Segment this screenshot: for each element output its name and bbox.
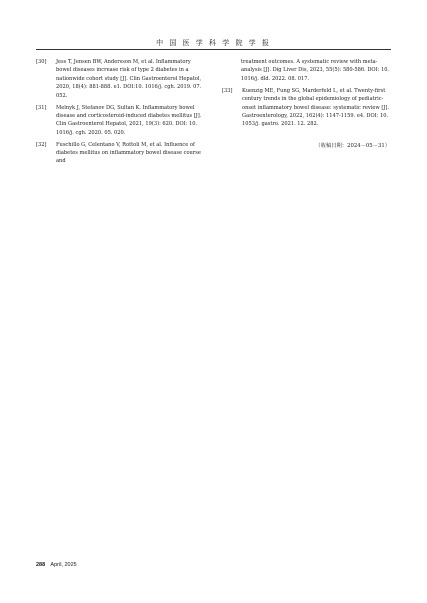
issue-date: April, 2025 bbox=[50, 562, 77, 568]
journal-header: 中 国 医 学 科 学 院 学 报 bbox=[156, 39, 271, 47]
received-date: （收稿日期：2024－05－31） bbox=[315, 142, 390, 149]
reference-32 bbox=[36, 141, 204, 166]
reference-number: [32] bbox=[36, 141, 47, 148]
page-number: 288 bbox=[36, 562, 46, 568]
reference-text: Kuenzig ME, Fung SG, Marderfeld L, et al. Twenty-first century trends in the global epidemiology of pediatric-onset inflammatory bowel disease: systematic review [J]. Gastroenterology, 2022, 162(4): 1147-1159. e4. DOI: 10. 1053/j. gastro. 2021. 12. 282. bbox=[242, 87, 389, 128]
references-left-column bbox=[36, 58, 204, 169]
references-right-column bbox=[222, 58, 392, 149]
header-rule bbox=[36, 49, 391, 50]
reference-text: Melnyk J, Stefanov DG, Sultan K. Inflammatory bowel disease and corticosteroid-induced diabetes mellitus [J]. Clin Gastroenterol Hepatol, 2021, 19(3): 620. DOI: 10. 1016/j. cgh. 2020. 05. 020. bbox=[56, 104, 202, 136]
reference-number: [33] bbox=[222, 87, 233, 94]
reference-33 bbox=[222, 87, 392, 129]
reference-number: [31] bbox=[36, 104, 47, 111]
reference-text: Fuschillo G, Celentano V, Rottoli M, et al. Influence of diabetes mellitus on inflammatory bowel disease course and bbox=[56, 141, 201, 165]
reference-number: [30] bbox=[36, 59, 47, 65]
reference-30 bbox=[36, 58, 204, 100]
reference-32-continuation: treatment outcomes. A systematic review with meta-analysis [J]. Dig Liver Dis, 2023, 55(5): 580-586. DOI: 10. 1016/j. dld. 2022. 08. 017. bbox=[241, 59, 390, 82]
page-footer bbox=[36, 562, 77, 568]
reference-text: Jess T, Jensen BW, Andersson M, et al. Inflammatory bowel diseases increase risk of type 2 diabetes in a nationwide cohort study [J]. Clin Gastroenterol Hepatol, 2020, 18(4): 881-888. e1. DOI:10. 1016/j. cgh. 2019. 07. 052. bbox=[56, 59, 202, 99]
reference-31 bbox=[36, 104, 204, 138]
